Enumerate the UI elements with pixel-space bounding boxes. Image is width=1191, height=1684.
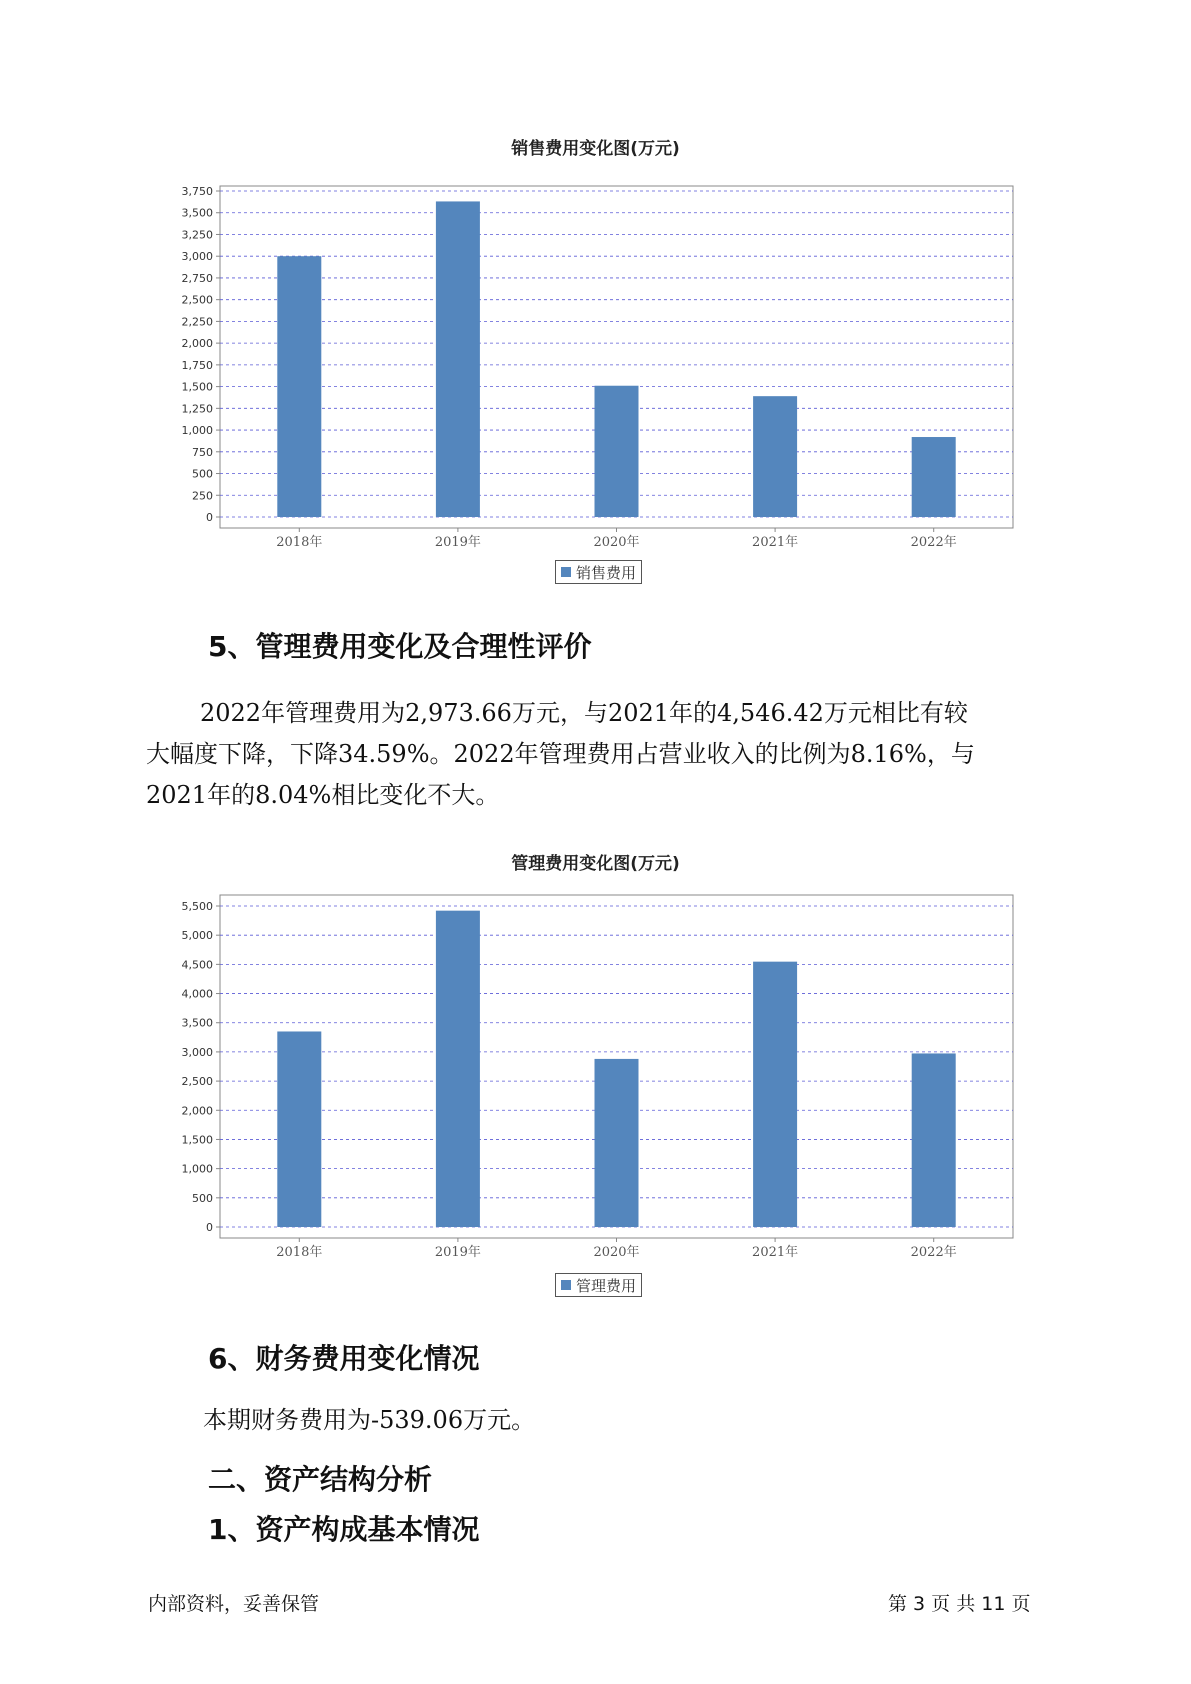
- chart1-title: 销售费用变化图(万元): [511, 139, 680, 159]
- y-tick-label: 4,000: [181, 987, 213, 1001]
- chart1-legend-label: 销售费用: [576, 563, 637, 582]
- y-tick-label: 5,500: [181, 900, 213, 913]
- y-tick-label: 4,500: [181, 958, 213, 972]
- bar: [277, 1031, 321, 1227]
- section1-heading: 1、资产构成基本情况: [208, 1513, 480, 1546]
- y-tick-label: 2,000: [181, 1104, 213, 1118]
- y-tick-label: 500: [192, 1191, 213, 1205]
- footer-left: 内部资料，妥善保管: [148, 1593, 320, 1615]
- chart2-legend-label: 管理费用: [576, 1276, 637, 1295]
- section6-heading: 6、财务费用变化情况: [208, 1342, 480, 1375]
- section5-line-2: 大幅度下降，下降34.59%。2022年管理费用占营业收入的比例为8.16%，与: [146, 740, 975, 768]
- x-tick-label: 2019年: [434, 535, 481, 550]
- y-tick-label: 1,000: [181, 1162, 213, 1176]
- x-tick-label: 2021年: [752, 535, 799, 550]
- y-tick-label: 3,250: [181, 228, 213, 242]
- bar: [595, 1059, 639, 1227]
- section5-heading: 5、管理费用变化及合理性评价: [208, 630, 592, 663]
- y-tick-label: 1,500: [181, 1133, 213, 1147]
- bar: [753, 962, 797, 1227]
- y-tick-label: 5,000: [181, 929, 213, 943]
- bar: [436, 911, 480, 1227]
- bar: [912, 1053, 956, 1227]
- x-tick-label: 2018年: [276, 1245, 323, 1260]
- y-tick-label: 1,500: [181, 380, 213, 394]
- y-tick-label: 250: [192, 489, 213, 503]
- section5-line-1: 2022年管理费用为2,973.66万元，与2021年的4,546.42万元相比有较: [200, 699, 968, 727]
- y-tick-label: 2,000: [181, 337, 213, 351]
- section6-paragraph: 本期财务费用为-539.06万元。: [203, 1406, 536, 1434]
- y-tick-label: 0: [206, 1221, 213, 1234]
- x-tick-label: 2020年: [593, 535, 640, 550]
- y-tick-label: 1,000: [181, 424, 213, 438]
- y-tick-label: 2,500: [181, 293, 213, 307]
- chart2-legend: [555, 1273, 642, 1297]
- y-tick-label: 3,500: [181, 1016, 213, 1030]
- x-tick-label: 2019年: [434, 1245, 481, 1260]
- y-tick-label: 750: [192, 445, 213, 459]
- x-tick-label: 2022年: [910, 535, 957, 550]
- y-tick-label: 2,500: [181, 1075, 213, 1089]
- y-tick-label: 3,750: [181, 185, 213, 198]
- section5-line-3: 2021年的8.04%相比变化不大。: [146, 781, 500, 809]
- part2-heading: 二、资产结构分析: [208, 1463, 433, 1496]
- x-tick-label: 2020年: [593, 1245, 640, 1260]
- x-tick-label: 2022年: [910, 1245, 957, 1260]
- y-tick-label: 500: [192, 467, 213, 481]
- x-tick-label: 2018年: [276, 535, 323, 550]
- x-tick-label: 2021年: [752, 1245, 799, 1260]
- y-tick-label: 2,250: [181, 315, 213, 329]
- legend-swatch: [561, 1280, 571, 1290]
- y-tick-label: 2,750: [181, 271, 213, 285]
- y-tick-label: 3,500: [181, 206, 213, 220]
- y-tick-label: 1,250: [181, 402, 213, 416]
- chart2-title: 管理费用变化图(万元): [511, 854, 680, 874]
- y-tick-label: 3,000: [181, 1045, 213, 1059]
- y-tick-label: 1,750: [181, 358, 213, 372]
- y-tick-label: 3,000: [181, 250, 213, 264]
- footer-page-number: 第 3 页 共 11 页: [888, 1593, 1031, 1615]
- y-tick-label: 0: [206, 511, 213, 524]
